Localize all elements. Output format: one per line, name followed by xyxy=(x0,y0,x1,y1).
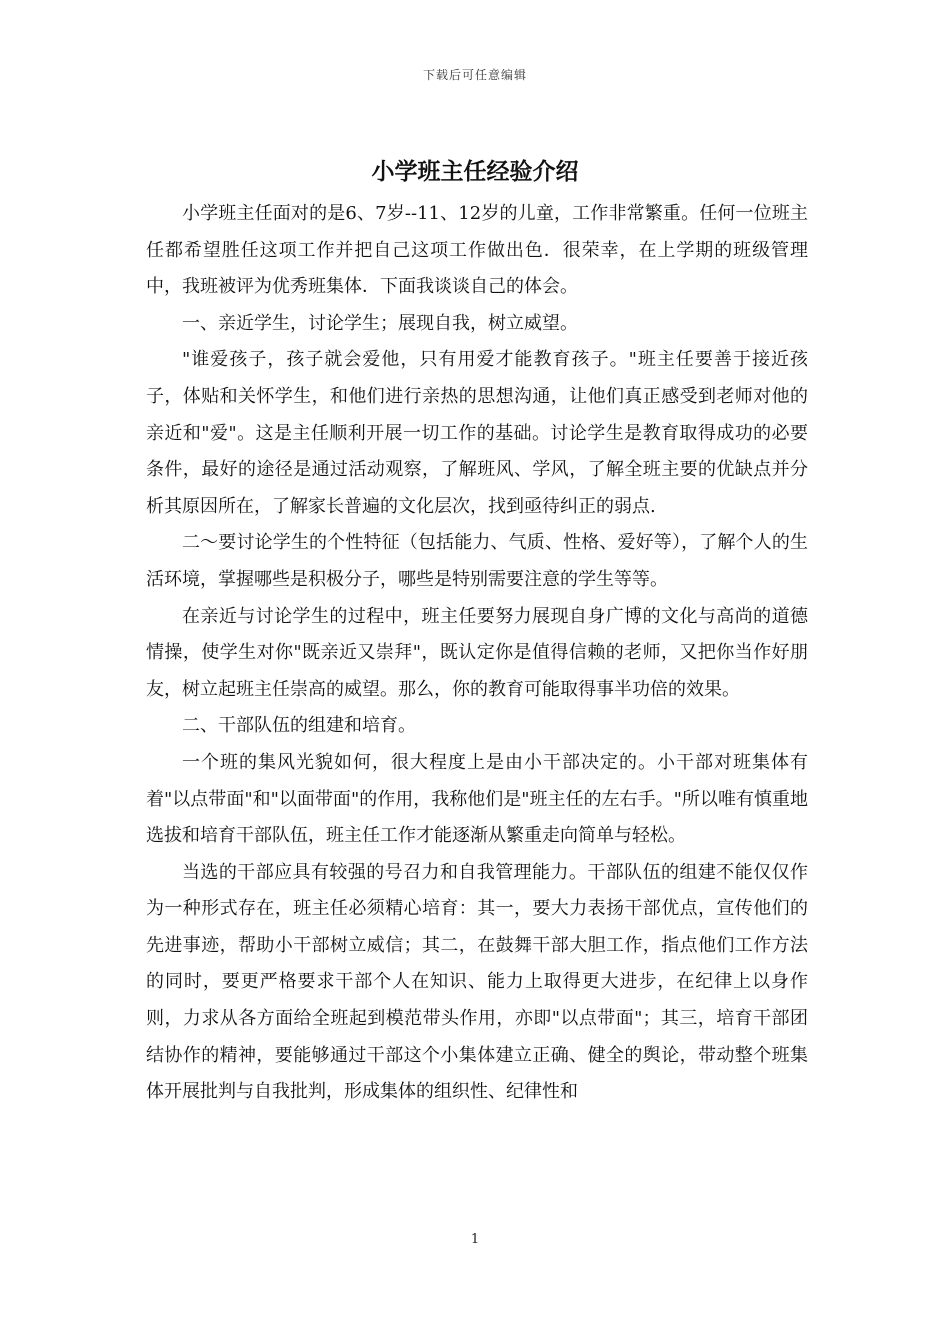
paragraph-personality: 二～要讨论学生的个性特征（包括能力、气质、性格、爱好等），了解个人的生活环境，掌握哪些是积极分子，哪些是特别需要注意的学生等等。 xyxy=(146,532,808,590)
header-note: 下载后可任意编辑 xyxy=(422,68,527,82)
paragraph-love-children: "谁爱孩子，孩子就会爱他，只有用爱才能教育孩子。"班主任要善于接近孩子，体贴和关怀学生，和他们进行亲热的思想沟通，让他们真正感受到老师对他的亲近和"爱"。这是主任顺利开展一切工作的基础。讨论学生是教育取得成功的必要条件，最好的途径是通过活动观察，了解班风、学风，了解全班主要的优缺点并分析其原因所在，了解家长普遍的文化层次，找到亟待纠正的弱点. xyxy=(146,349,808,517)
section-heading-2: 二、干部队伍的组建和培育。 xyxy=(182,715,416,737)
document-title: 小学班主任经验介绍 xyxy=(371,158,579,185)
paragraph-prestige: 在亲近与讨论学生的过程中，班主任要努力展现自身广博的文化与高尚的道德情操，使学生对你"既亲近又崇拜"，既认定你是值得信赖的老师，又把你当作好朋友，树立起班主任崇高的威望。那么，你的教育可能取得事半功倍的效果。 xyxy=(146,605,808,700)
page-number: 1 xyxy=(470,1232,480,1247)
paragraph-cadres-role: 一个班的集风光貌如何，很大程度上是由小干部决定的。小干部对班集体有着"以点带面"和"以面带面"的作用，我称他们是"班主任的左右手。"所以唯有慎重地选拔和培育干部队伍，班主任工作才能逐渐从繁重走向简单与轻松。 xyxy=(146,751,808,847)
paragraph-cadres-training: 当选的干部应具有较强的号召力和自我管理能力。干部队伍的组建不能仅仅作为一种形式存在，班主任必须精心培育：其一，要大力表扬干部优点，宣传他们的先进事迹，帮助小干部树立威信；其二，在鼓舞干部大胆工作，指点他们工作方法的同时，要更严格要求干部个人在知识、能力上取得更大进步，在纪律上以身作则，力求从各方面给全班起到模范带头作用，亦即"以点带面"；其三，培育干部团结协作的精神，要能够通过干部这个小集体建立正确、健全的舆论，带动整个班集体开展批判与自我批判，形成集体的组织性、纪律性和 xyxy=(146,861,808,1103)
section-heading-1: 一、亲近学生，讨论学生；展现自我，树立威望。 xyxy=(182,312,578,334)
paragraph-intro: 小学班主任面对的是6、7岁--11、12岁的儿童，工作非常繁重。任何一位班主任都希望胜任这项工作并把自己这项工作做出色．很荣幸，在上学期的班级管理中，我班被评为优秀班集体．下面我谈谈自己的体会。 xyxy=(146,203,808,298)
document-body xyxy=(146,196,808,1111)
